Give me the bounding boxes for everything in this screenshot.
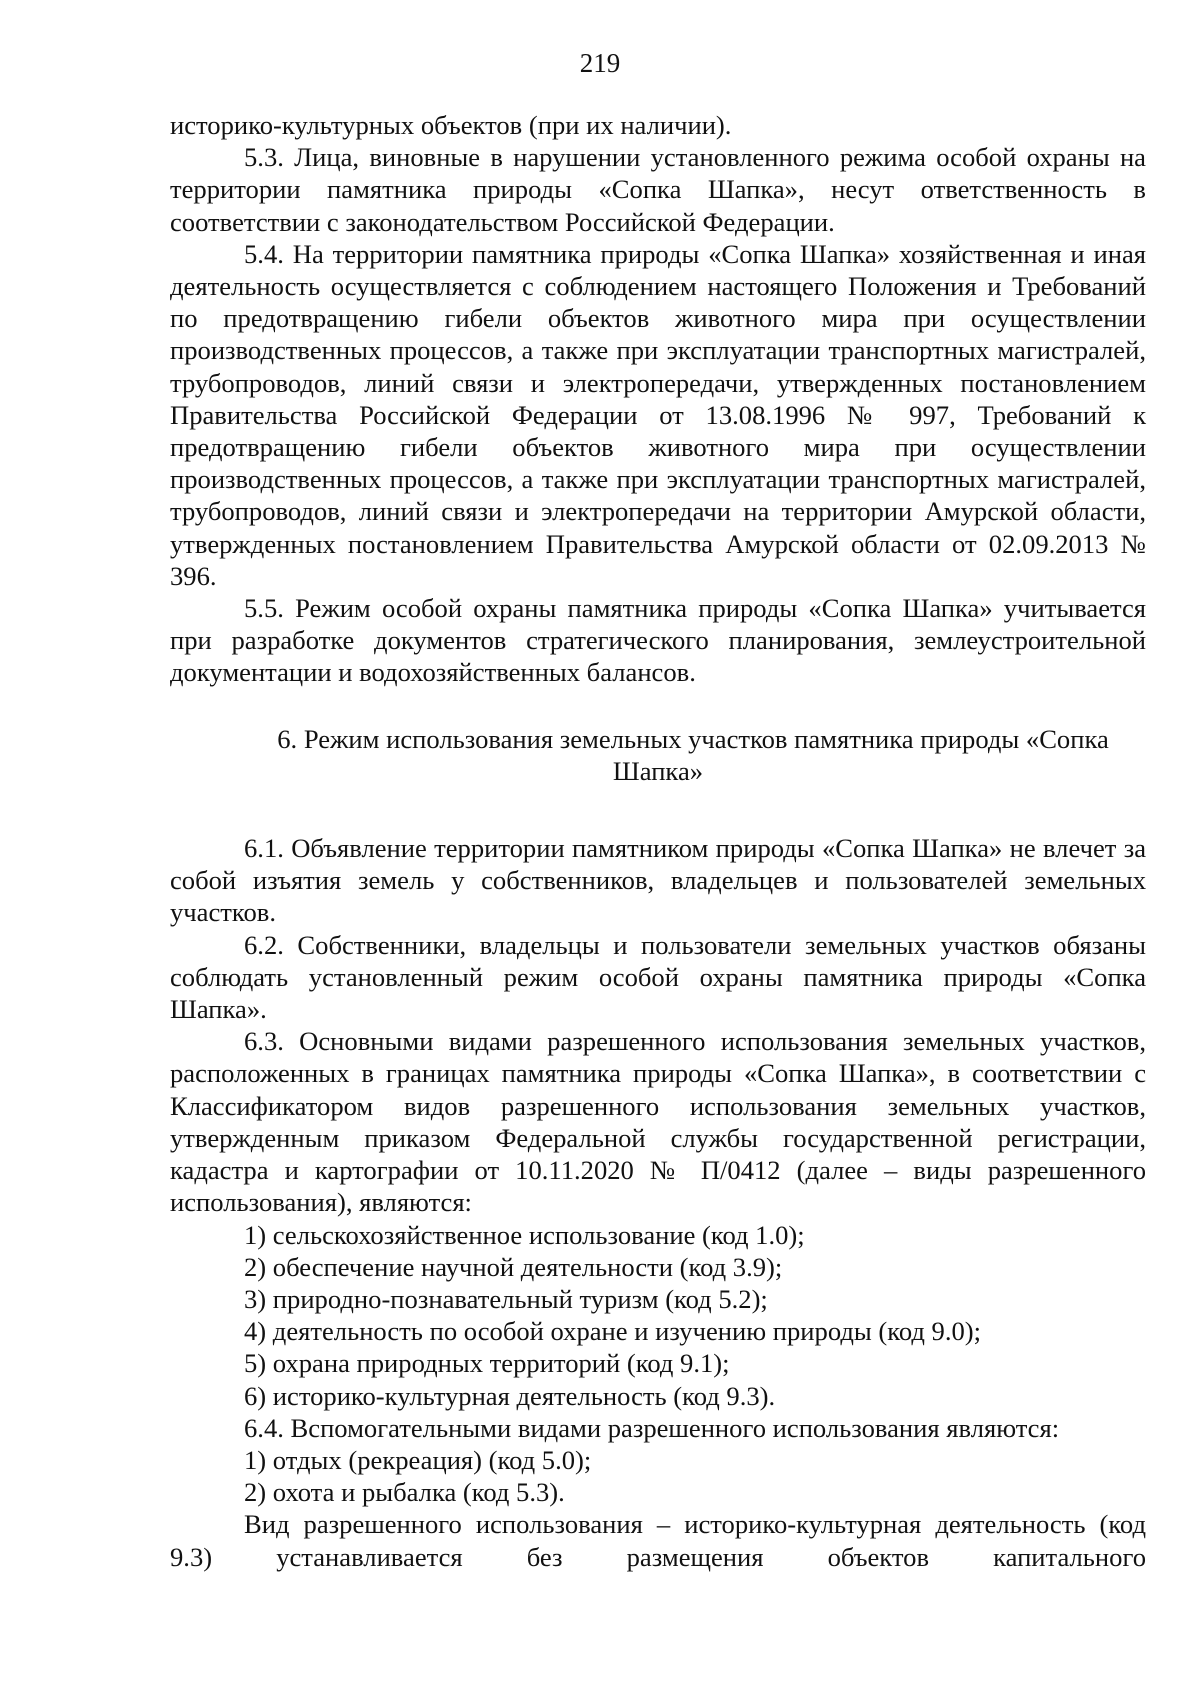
paragraph-5-5: 5.5. Режим особой охраны памятника природы «Сопка Шапка» учитывается при разработке документов стратегического планирования, землеустроительной документации и водохозяйственных балансов. xyxy=(170,593,1146,688)
paragraph-6-2: 6.2. Собственники, владельцы и пользователи земельных участков обязаны соблюдать установленный режим особой охраны памятника природы «Сопка Шапка». xyxy=(170,929,1146,1025)
paragraph-6-1: 6.1. Объявление территории памятником природы «Сопка Шапка» не влечет за собой изъятия земель у собственников, владельцев и пользователей земельных участков. xyxy=(170,833,1146,928)
list-item-main-use: 2) обеспечение научной деятельности (код 3.9); xyxy=(244,1251,783,1282)
paragraph-5-4: 5.4. На территории памятника природы «Сопка Шапка» хозяйственная и иная деятельность осуществляется с соблюдением настоящего Положения и Требований по предотвращению гибели объектов животного мира при осуществлении производственных процессов, а также при эксплуатации транспортных магистралей, трубопроводов, линий связи и электропередачи, утвержденных постановлением Правительства Российской Федерации от 13.08.1996 № 997, Требований к предотвращению гибели объектов животного мира при осуществлении производственных процессов, а также при эксплуатации транспортных магистралей, трубопроводов, линий связи и электропередачи на территории Амурской области, утвержденных постановлением Правительства Амурской области от 02.09.2013 № 396. xyxy=(170,238,1146,591)
list-item-auxiliary-use: 1) отдых (рекреация) (код 5.0); xyxy=(244,1444,592,1475)
paragraph-5-3: 5.3. Лица, виновные в нарушении установленного режима особой охраны на территории памятника природы «Сопка Шапка», несут ответственность в соответствии с законодательством Российской Федерации. xyxy=(170,142,1146,237)
section-heading-line2: Шапка» xyxy=(612,755,704,786)
section-heading-line1: 6. Режим использования земельных участков памятника природы «Сопка xyxy=(277,723,1109,754)
paragraph-final: Вид разрешенного использования – историко-культурная деятельность (код 9.3) устанавливается без размещения объектов капитального xyxy=(170,1509,1146,1572)
document-body xyxy=(170,109,1146,1573)
paragraph-6-3: 6.3. Основными видами разрешенного использования земельных участков, расположенных в границах памятника природы «Сопка Шапка», в соответствии с Классификатором видов разрешенного использования земельных участков, утвержденным приказом Федеральной службы государственной регистрации, кадастра и картографии от 10.11.2020 № П/0412 (далее – виды разрешенного использования), являются: xyxy=(170,1026,1146,1218)
page-number: 219 xyxy=(579,48,621,78)
paragraph-continuation: историко-культурных объектов (при их наличии). xyxy=(170,110,732,140)
list-item-main-use: 6) историко-культурная деятельность (код 9.3). xyxy=(244,1380,776,1411)
list-item-main-use: 1) сельскохозяйственное использование (код 1.0); xyxy=(244,1219,805,1250)
list-item-main-use: 4) деятельность по особой охране и изучению природы (код 9.0); xyxy=(244,1316,982,1347)
list-item-main-use: 3) природно-познавательный туризм (код 5.2); xyxy=(244,1283,768,1314)
paragraph-6-4: 6.4. Вспомогательными видами разрешенного использования являются: xyxy=(244,1412,1060,1443)
list-item-auxiliary-use: 2) охота и рыбалка (код 5.3). xyxy=(244,1477,565,1508)
section-heading-6 xyxy=(170,723,1146,787)
list-item-main-use: 5) охрана природных территорий (код 9.1); xyxy=(244,1348,730,1379)
